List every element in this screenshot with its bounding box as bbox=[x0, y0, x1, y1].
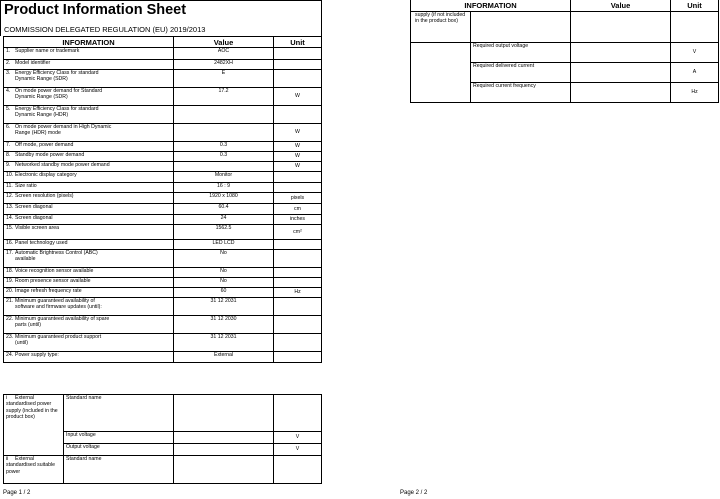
row-number: 15. bbox=[6, 225, 14, 231]
row-unit: cm² bbox=[274, 225, 322, 240]
table-row bbox=[4, 70, 322, 88]
p2-required-frequency-unit: Hz bbox=[671, 82, 719, 102]
table-row bbox=[4, 88, 322, 106]
psu-standard-name-label: Standard name bbox=[64, 395, 174, 432]
row-number: 17. bbox=[6, 250, 14, 256]
row-unit bbox=[274, 70, 322, 88]
row-number: 1. bbox=[6, 48, 11, 54]
row-unit bbox=[274, 48, 322, 60]
row-label-text: Minimum guaranteed availability of bbox=[15, 298, 95, 304]
power-supply-table bbox=[3, 394, 322, 484]
row-label-text: Size ratio bbox=[15, 183, 37, 189]
row-label-text: Panel technology used bbox=[15, 240, 68, 246]
table-row bbox=[4, 162, 322, 172]
row-label bbox=[4, 288, 174, 298]
row-label-text: Energy Efficiency Class for standard bbox=[15, 106, 99, 112]
psu-input-voltage-value bbox=[174, 432, 274, 444]
row-number: 7. bbox=[6, 142, 11, 148]
table-row bbox=[4, 288, 322, 298]
header-value: Value bbox=[174, 37, 274, 48]
table-row bbox=[4, 225, 322, 240]
psu-input-voltage-unit: V bbox=[274, 432, 322, 444]
row-value: 60.4 bbox=[174, 204, 274, 215]
row-label-text-line2: software and firmware updates (until): bbox=[15, 304, 102, 311]
row-value: 1562.5 bbox=[174, 225, 274, 240]
row-value: No bbox=[174, 278, 274, 288]
p2-required-current-value bbox=[571, 62, 671, 82]
table-row bbox=[4, 152, 322, 162]
p2-required-output-voltage-unit: V bbox=[671, 42, 719, 62]
row-label bbox=[4, 48, 174, 60]
row-label-text-line2: Range (HDR) mode bbox=[15, 130, 61, 137]
row-label bbox=[4, 106, 174, 124]
psu-standard-name-value bbox=[174, 395, 274, 432]
row-unit bbox=[274, 268, 322, 278]
row-unit: W bbox=[274, 142, 322, 152]
row-value: 31 12 2031 bbox=[174, 298, 274, 316]
row-label-text: Supplier name or trademark bbox=[15, 48, 80, 54]
row-unit: W bbox=[274, 162, 322, 172]
row-label-text: Automatic Brightness Control (ABC) bbox=[15, 250, 98, 256]
row-unit bbox=[274, 298, 322, 316]
psu-ext-standard-name-value bbox=[174, 456, 274, 484]
row-unit: pixels bbox=[274, 193, 322, 204]
row-unit: W bbox=[274, 152, 322, 162]
p2-required-output-voltage-value bbox=[571, 42, 671, 62]
psu-ext-standard-name-unit bbox=[274, 456, 322, 484]
row-label-text: Networked standby mode power demand bbox=[15, 162, 110, 168]
psu-input-voltage-label: Input voltage bbox=[64, 432, 174, 444]
table-row bbox=[4, 193, 322, 204]
table-row bbox=[4, 172, 322, 183]
row-number: 4. bbox=[6, 88, 11, 94]
row-number: 2. bbox=[6, 60, 11, 66]
row-number: 19. bbox=[6, 278, 14, 284]
row-number: 6. bbox=[6, 124, 11, 130]
table-row bbox=[4, 106, 322, 124]
row-number: 16. bbox=[6, 240, 14, 246]
row-number: 13. bbox=[6, 204, 14, 210]
row-label-text-line2: available bbox=[15, 256, 36, 263]
row-unit bbox=[274, 278, 322, 288]
row-number: 20. bbox=[6, 288, 14, 294]
row-label bbox=[4, 240, 174, 250]
row-value: Monitor bbox=[174, 172, 274, 183]
row-label-text: Power supply type: bbox=[15, 352, 59, 358]
row-unit: W bbox=[274, 124, 322, 142]
row-label-text: Standby mode power demand bbox=[15, 152, 85, 158]
row-label-text-line2: Dynamic Range (SDR) bbox=[15, 94, 68, 101]
row-label bbox=[4, 152, 174, 162]
row-label bbox=[4, 70, 174, 88]
sheet-title: Product Information Sheet bbox=[4, 2, 187, 18]
row-label bbox=[4, 298, 174, 316]
p2-required-current-label: Required delivered current bbox=[471, 62, 571, 82]
row-number: 8. bbox=[6, 152, 11, 158]
table-row bbox=[4, 298, 322, 316]
row-value: LED LCD bbox=[174, 240, 274, 250]
row-label-text: Voice recognition sensor available bbox=[15, 268, 94, 274]
row-label bbox=[4, 124, 174, 142]
title-box bbox=[0, 0, 322, 36]
p2-psu-continued-label: supply (if not included in the product box) bbox=[411, 11, 471, 42]
row-unit: Hz bbox=[274, 288, 322, 298]
row-unit bbox=[274, 334, 322, 352]
row-value: AOC bbox=[174, 48, 274, 60]
table-row bbox=[4, 48, 322, 60]
row-label-text: Energy Efficiency Class for standard bbox=[15, 70, 99, 76]
row-value bbox=[174, 124, 274, 142]
row-value: 31 12 2031 bbox=[174, 334, 274, 352]
row-number: 18. bbox=[6, 268, 14, 274]
row-label-text: Screen resolution (pixels) bbox=[15, 193, 74, 199]
table-row bbox=[4, 240, 322, 250]
row-label-text: Screen diagonal bbox=[15, 204, 53, 210]
psu-output-voltage-label: Output voltage bbox=[64, 444, 174, 456]
p2-header-value: Value bbox=[571, 0, 671, 11]
row-label-text: Visible screen area bbox=[15, 225, 60, 231]
table-row bbox=[4, 334, 322, 352]
row-number: 24. bbox=[6, 352, 14, 358]
row-number: 23. bbox=[6, 334, 14, 340]
row-label-text: Minimum guaranteed product support bbox=[15, 334, 102, 340]
row-label-text: On mode power demand for Standard bbox=[15, 88, 103, 94]
row-value bbox=[174, 106, 274, 124]
row-value bbox=[174, 162, 274, 172]
table-row bbox=[4, 316, 322, 334]
row-label bbox=[4, 268, 174, 278]
table-row bbox=[4, 268, 322, 278]
row-label-text: On mode power demand in High Dynamic bbox=[15, 124, 112, 130]
row-value: 2482XH bbox=[174, 60, 274, 70]
table-row bbox=[4, 278, 322, 288]
page-2 bbox=[400, 0, 720, 499]
row-value: No bbox=[174, 250, 274, 268]
row-unit bbox=[274, 352, 322, 363]
row-label bbox=[4, 225, 174, 240]
row-label bbox=[4, 183, 174, 193]
page-2-footer: Page 2 / 2 bbox=[400, 490, 428, 496]
row-unit: inches bbox=[274, 215, 322, 225]
row-unit: cm bbox=[274, 204, 322, 215]
row-label-text: Room presence sensor available bbox=[15, 278, 91, 284]
row-label bbox=[4, 250, 174, 268]
row-value: 24 bbox=[174, 215, 274, 225]
row-label bbox=[4, 172, 174, 183]
row-number: 5. bbox=[6, 106, 11, 112]
row-unit: W bbox=[274, 88, 322, 106]
psu-output-voltage-value bbox=[174, 444, 274, 456]
row-value: 0.3 bbox=[174, 142, 274, 152]
info-table bbox=[3, 36, 322, 363]
row-label bbox=[4, 60, 174, 70]
row-label-text-line2: Dynamic Range (HDR) bbox=[15, 112, 69, 119]
row-number: 11. bbox=[6, 183, 13, 189]
table-row bbox=[4, 124, 322, 142]
row-number: 3. bbox=[6, 70, 11, 76]
row-unit bbox=[274, 106, 322, 124]
row-label bbox=[4, 193, 174, 204]
psu-external-label: ii External standardised suitable power bbox=[4, 456, 64, 484]
row-value: No bbox=[174, 268, 274, 278]
page-2-table bbox=[410, 0, 719, 103]
row-unit bbox=[274, 60, 322, 70]
row-value: 16 : 9 bbox=[174, 183, 274, 193]
psu-ext-standard-name-label: Standard name bbox=[64, 456, 174, 484]
row-value: 1920 x 1080 bbox=[174, 193, 274, 204]
p2-required-frequency-value bbox=[571, 82, 671, 102]
psu-output-voltage-unit: V bbox=[274, 444, 322, 456]
row-label-text: Screen diagonal bbox=[15, 215, 53, 221]
row-number: 14. bbox=[6, 215, 14, 221]
p2-required-output-voltage-label: Required output voltage bbox=[471, 42, 571, 62]
table-row bbox=[4, 215, 322, 225]
row-number: 22. bbox=[6, 316, 14, 322]
psu-internal-label: i External standardised power supply (included in the product box) bbox=[4, 395, 64, 456]
row-label bbox=[4, 162, 174, 172]
row-label bbox=[4, 278, 174, 288]
row-unit bbox=[274, 240, 322, 250]
row-label-text: Model identifier bbox=[15, 60, 51, 66]
row-label-text-line2: parts (until) bbox=[15, 322, 41, 329]
table-row bbox=[4, 352, 322, 363]
row-value: 17.2 bbox=[174, 88, 274, 106]
p2-header-unit: Unit bbox=[671, 0, 719, 11]
row-label bbox=[4, 88, 174, 106]
regulation-subtitle: COMMISSION DELEGATED REGULATION (EU) 2019/2013 bbox=[4, 25, 206, 34]
row-label-text-line2: (until) bbox=[15, 340, 28, 347]
row-unit bbox=[274, 316, 322, 334]
row-unit bbox=[274, 250, 322, 268]
row-label-text: Minimum guaranteed availability of spare bbox=[15, 316, 110, 322]
psu-standard-name-unit bbox=[274, 395, 322, 432]
row-unit bbox=[274, 172, 322, 183]
row-label-text: Image refresh frequency rate bbox=[15, 288, 82, 294]
header-information: INFORMATION bbox=[4, 37, 174, 48]
row-label-text-line2: Dynamic Range (SDR) bbox=[15, 76, 68, 83]
p2-required-frequency-label: Required current frequency bbox=[471, 82, 571, 102]
row-unit bbox=[274, 183, 322, 193]
table-row bbox=[4, 250, 322, 268]
row-label bbox=[4, 204, 174, 215]
row-value: E bbox=[174, 70, 274, 88]
table-row bbox=[4, 204, 322, 215]
table-row bbox=[4, 183, 322, 193]
table-row bbox=[4, 60, 322, 70]
row-number: 9. bbox=[6, 162, 11, 168]
row-number: 21. bbox=[6, 298, 14, 304]
row-label-text: Off mode, power demand bbox=[15, 142, 74, 148]
row-value: 0.3 bbox=[174, 152, 274, 162]
row-label bbox=[4, 316, 174, 334]
table-row bbox=[4, 142, 322, 152]
row-label bbox=[4, 334, 174, 352]
row-number: 12. bbox=[6, 193, 14, 199]
row-label-text: Electronic display category bbox=[15, 172, 77, 178]
row-value: 31 12 2030 bbox=[174, 316, 274, 334]
row-value: External bbox=[174, 352, 274, 363]
row-value: 60 bbox=[174, 288, 274, 298]
p2-header-information: INFORMATION bbox=[411, 0, 571, 11]
page-1-footer: Page 1 / 2 bbox=[3, 490, 31, 496]
row-number: 10. bbox=[6, 172, 14, 178]
row-label bbox=[4, 215, 174, 225]
row-label bbox=[4, 352, 174, 363]
row-label bbox=[4, 142, 174, 152]
p2-required-current-unit: A bbox=[671, 62, 719, 82]
header-unit: Unit bbox=[274, 37, 322, 48]
